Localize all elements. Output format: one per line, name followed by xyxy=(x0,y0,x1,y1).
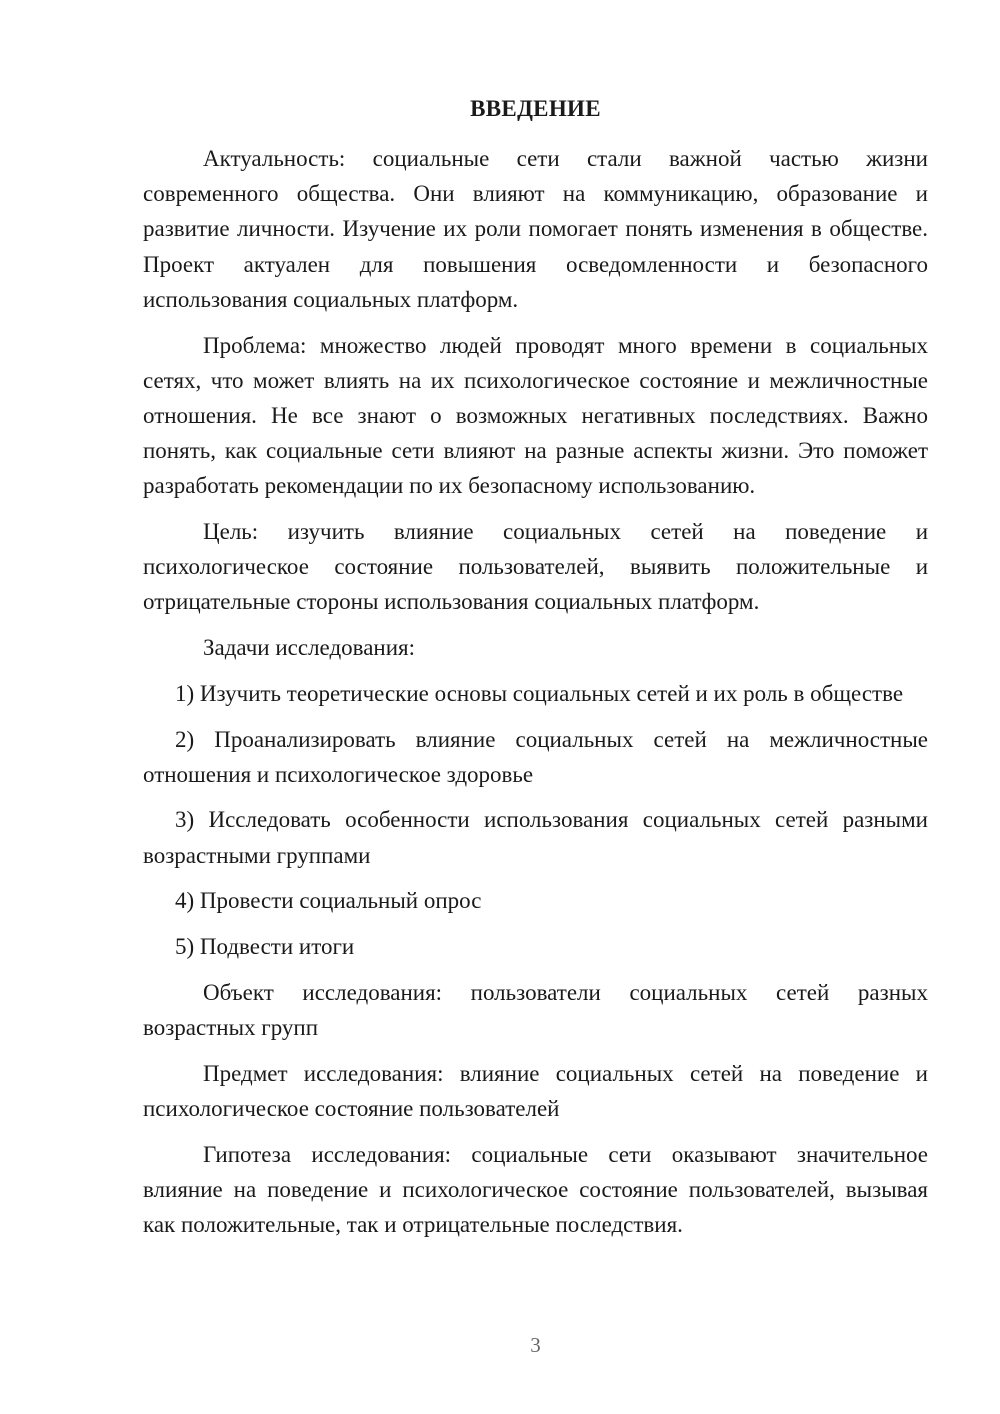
paragraph-problem: Проблема: множество людей проводят много времени в социальных сетях, что может влиять на их психологическое состояние и межличностные отношения. Не все знают о возможных негативных последствиях. Важно понять, как социальные сети влияют на разные аспекты жизни. Это поможет разработать рекомендации по их безопасному использованию. xyxy=(143,332,928,499)
section-title: ВВЕДЕНИЕ xyxy=(470,96,601,121)
tasks-heading: Задачи исследования: xyxy=(203,635,416,661)
paragraph-hypothesis: Гипотеза исследования: социальные сети оказывают значительное влияние на поведение и психологическое состояние пользователей, вызывая как положительные, так и отрицательные последствия. xyxy=(143,1141,928,1237)
paragraph-object: Объект исследования: пользователи социальных сетей разных возрастных групп xyxy=(143,979,928,1040)
document-page xyxy=(143,0,928,1414)
paragraph-goal: Цель: изучить влияние социальных сетей на поведение и психологическое состояние пользователей, выявить положительные и отрицательные стороны использования социальных платформ. xyxy=(143,519,928,615)
document-body xyxy=(143,141,928,1253)
task-item-2: 2) Проанализировать влияние социальных сетей на межличностные отношения и психологическое здоровье xyxy=(143,726,928,787)
page-number: 3 xyxy=(530,1333,541,1357)
paragraph-relevance: Актуальность: социальные сети стали важной частью жизни современного общества. Они влияют на коммуникацию, образование и развитие личности. Изучение их роли помогает понять изменения в обществе. Проект актуален для повышения осведомленности и безопасного использования социальных платформ. xyxy=(143,146,928,312)
task-item-1: 1) Изучить теоретические основы социальных сетей и их роль в обществе xyxy=(175,680,904,706)
task-item-3: 3) Исследовать особенности использования социальных сетей разными возрастными группами xyxy=(143,807,928,868)
task-item-5: 5) Подвести итоги xyxy=(175,934,355,960)
task-item-4: 4) Провести социальный опрос xyxy=(175,888,482,914)
paragraph-subject: Предмет исследования: влияние социальных сетей на поведение и психологическое состояние пользователей xyxy=(143,1060,928,1121)
